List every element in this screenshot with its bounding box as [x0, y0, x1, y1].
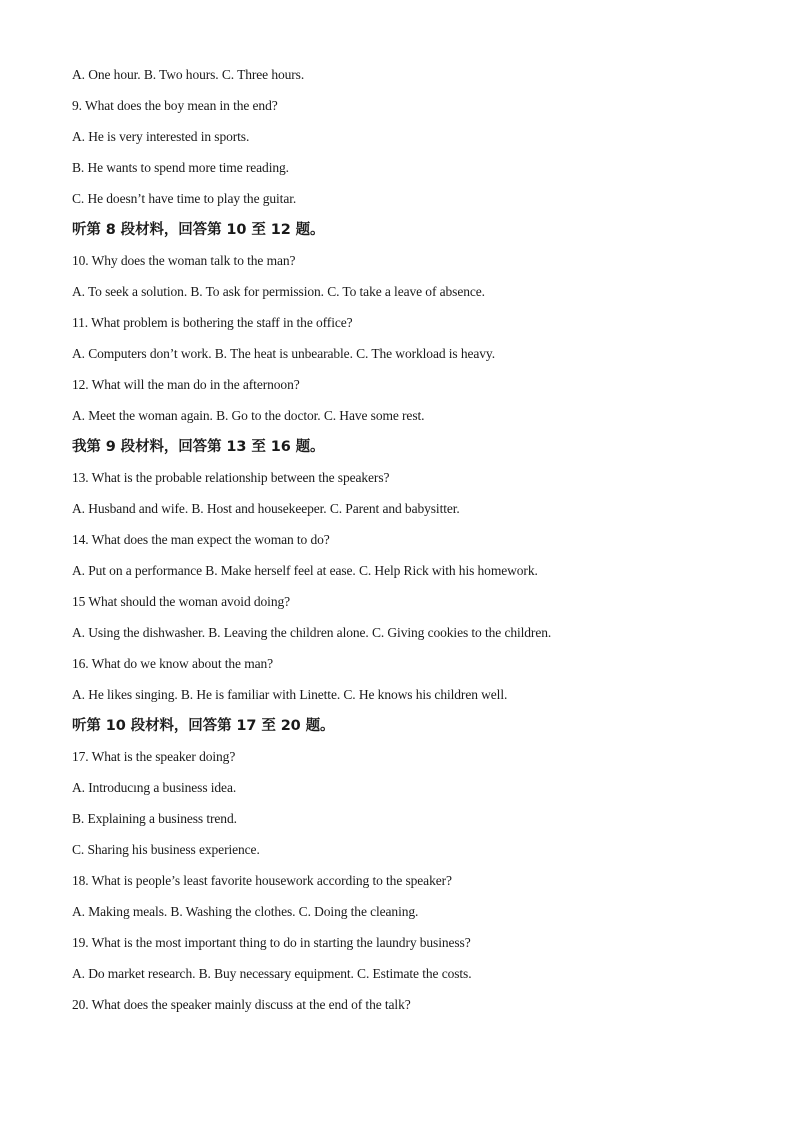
question-19: 19. What is the most important thing to do in starting the laundry business?: [72, 935, 471, 950]
question-16: 16. What do we know about the man?: [72, 656, 274, 671]
section-heading-9: 我第 9 段材料，回答第 13 至 16 题。: [72, 439, 325, 455]
question-12: 12. What will the man do in the afternoon?: [72, 377, 300, 392]
options-q12: A. Meet the woman again. B. Go to the doctor. C. Have some rest.: [72, 408, 425, 423]
options-q18: A. Making meals. B. Washing the clothes. C. Doing the cleaning.: [72, 904, 419, 919]
options-q15: A. Using the dishwasher. B. Leaving the children alone. C. Giving cookies to the children.: [72, 625, 552, 640]
options-q16: A. He likes singing. B. He is familiar with Linette. C. He knows his children well.: [72, 687, 508, 702]
section-heading-8: 听第 8 段材料，回答第 10 至 12 题。: [72, 222, 325, 238]
question-9: 9. What does the boy mean in the end?: [72, 98, 278, 113]
option-17a: A. Introducıng a business idea.: [72, 780, 237, 795]
question-17: 17. What is the speaker doing?: [72, 749, 236, 764]
answer-options-q8: A. One hour. B. Two hours. C. Three hours.: [72, 67, 305, 82]
question-14: 14. What does the man expect the woman to do?: [72, 532, 330, 547]
option-9a: A. He is very interested in sports.: [72, 129, 250, 144]
exam-page: [72, 64, 752, 1025]
question-10: 10. Why does the woman talk to the man?: [72, 253, 296, 268]
option-9b: B. He wants to spend more time reading.: [72, 160, 289, 175]
options-q13: A. Husband and wife. B. Host and housekeeper. C. Parent and babysitter.: [72, 501, 460, 516]
section-heading-10: 听第 10 段材料，回答第 17 至 20 题。: [72, 718, 335, 734]
option-17b: B. Explaining a business trend.: [72, 811, 237, 826]
options-q14: A. Put on a performance B. Make herself feel at ease. C. Help Rick with his homework.: [72, 563, 538, 578]
options-q19: A. Do market research. B. Buy necessary equipment. C. Estimate the costs.: [72, 966, 472, 981]
question-20: 20. What does the speaker mainly discuss at the end of the talk?: [72, 997, 411, 1012]
option-17c: C. Sharing his business experience.: [72, 842, 260, 857]
option-9c: C. He doesn’t have time to play the guitar.: [72, 191, 297, 206]
question-11: 11. What problem is bothering the staff in the office?: [72, 315, 353, 330]
question-15: 15 What should the woman avoid doing?: [72, 594, 291, 609]
options-q10: A. To seek a solution. B. To ask for permission. C. To take a leave of absence.: [72, 284, 485, 299]
options-q11: A. Computers don’t work. B. The heat is unbearable. C. The workload is heavy.: [72, 346, 495, 361]
question-18: 18. What is people’s least favorite housework according to the speaker?: [72, 873, 452, 888]
question-13: 13. What is the probable relationship between the speakers?: [72, 470, 390, 485]
